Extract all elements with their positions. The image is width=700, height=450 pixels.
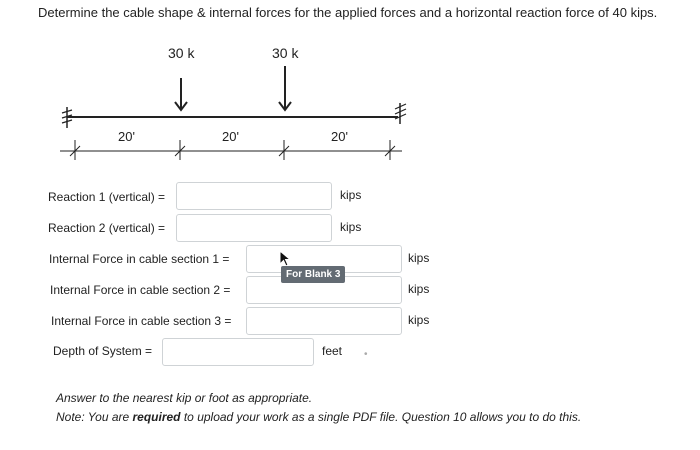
dimension-tick-icon [385, 140, 395, 160]
note-upload [56, 410, 581, 424]
internal-force-1-label: Internal Force in cable section 1 = [49, 252, 230, 266]
right-support-icon [395, 103, 406, 124]
reaction-1-label: Reaction 1 (vertical) = [48, 190, 166, 204]
reaction-1-input[interactable] [176, 182, 332, 210]
reaction-2-unit: kips [340, 220, 362, 234]
internal-force-3-label: Internal Force in cable section 3 = [51, 314, 232, 328]
dot-mark: • [364, 349, 368, 360]
note-upload-bold: required [132, 410, 181, 424]
span-label-2: 20' [222, 129, 239, 144]
note-upload-prefix: Note: You are [56, 410, 133, 424]
load-label-1: 30 k [168, 45, 195, 61]
depth-of-system-unit: feet [322, 344, 343, 358]
load-arrow-1-icon [175, 78, 187, 110]
depth-of-system-input[interactable] [162, 338, 314, 366]
dimension-tick-icon [175, 140, 185, 160]
internal-force-2-label: Internal Force in cable section 2 = [50, 283, 231, 297]
dimension-tick-icon [279, 140, 289, 160]
reaction-1-unit: kips [340, 188, 362, 202]
dimension-tick-icon [70, 140, 80, 160]
note-upload-suffix: to upload your work as a single PDF file. Question 10 allows you to do this. [180, 410, 582, 424]
span-label-1: 20' [118, 129, 135, 144]
internal-force-1-unit: kips [408, 251, 430, 265]
depth-of-system-label: Depth of System = [53, 344, 153, 358]
load-label-2: 30 k [272, 45, 299, 61]
internal-force-3-unit: kips [408, 313, 430, 327]
note-nearest: Answer to the nearest kip or foot as appropriate. [56, 391, 313, 405]
reaction-2-input[interactable] [176, 214, 332, 242]
internal-force-2-unit: kips [408, 282, 430, 296]
question-text: Determine the cable shape & internal forces for the applied forces and a horizontal reaction force of 40 kips. [38, 5, 658, 20]
reaction-2-label: Reaction 2 (vertical) = [48, 221, 166, 235]
load-arrow-2-icon [279, 66, 291, 110]
internal-force-3-input[interactable] [246, 307, 402, 335]
span-label-3: 20' [331, 129, 348, 144]
cable-diagram [0, 0, 700, 180]
blank-tooltip: For Blank 3 [281, 266, 345, 283]
